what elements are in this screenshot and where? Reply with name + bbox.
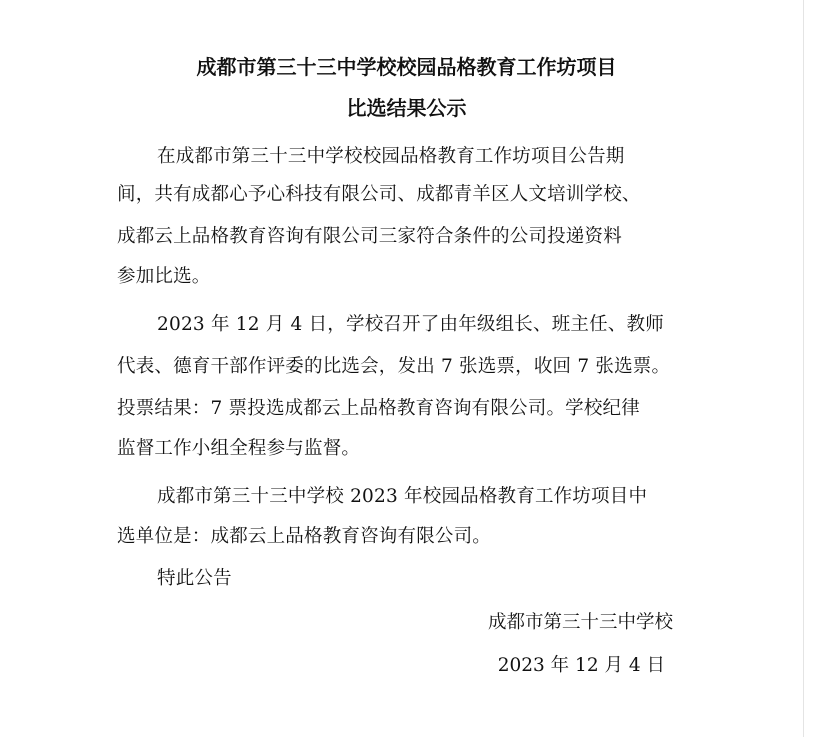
document-title-line-1: 成都市第三十三中学校校园品格教育工作坊项目 — [196, 55, 617, 79]
paragraph-1-line-4: 参加比选。 — [117, 266, 211, 287]
document-title-line-2: 比选结果公示 — [346, 96, 467, 120]
paragraph-1-line-2: 间，共有成都心予心科技有限公司、成都青羊区人文培训学校、 — [117, 184, 641, 205]
paragraph-2-line-2: 代表、德育干部作评委的比选会，发出 7 张选票，收回 7 张选票。 — [117, 356, 671, 377]
paragraph-2-line-3: 投票结果：7 票投选成都云上品格教育咨询有限公司。学校纪律 — [117, 398, 640, 419]
paragraph-3-line-2: 选单位是：成都云上品格教育咨询有限公司。 — [117, 526, 492, 547]
paragraph-2-line-1: 2023 年 12 月 4 日，学校召开了由年级组长、班主任、教师 — [157, 314, 664, 335]
paragraph-2-line-4: 监督工作小组全程参与监督。 — [117, 438, 361, 459]
signature-organization: 成都市第三十三中学校 — [487, 612, 673, 633]
paragraph-1-line-3: 成都云上品格教育咨询有限公司三家符合条件的公司投递资料 — [117, 226, 622, 247]
paragraph-1-line-1: 在成都市第三十三中学校校园品格教育工作坊项目公告期 — [157, 146, 625, 167]
closing-text: 特此公告 — [157, 568, 232, 589]
signature-date: 2023 年 12 月 4 日 — [497, 655, 665, 676]
paragraph-3-line-1: 成都市第三十三中学校 2023 年校园品格教育工作坊项目中 — [157, 486, 648, 507]
